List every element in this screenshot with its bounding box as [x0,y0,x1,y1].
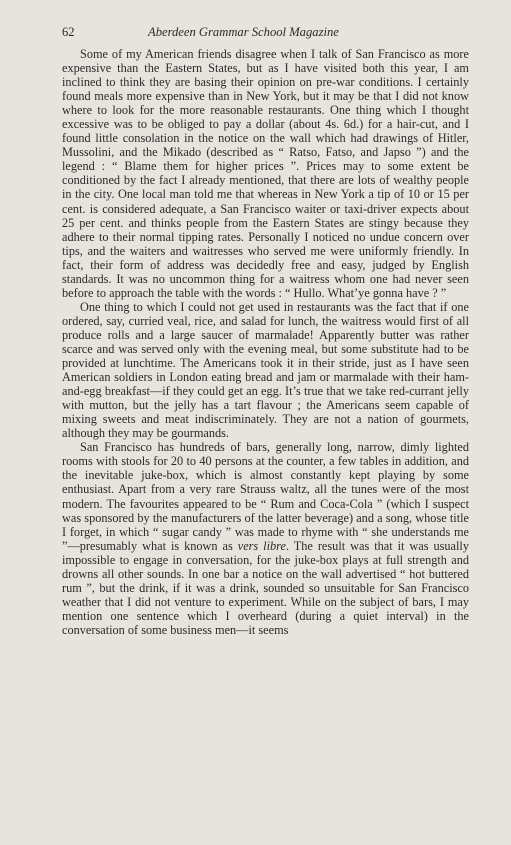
article-body [62,47,469,637]
running-title: Aberdeen Grammar School Magazine [148,25,339,39]
paragraph-restaurants: One thing to which I could not get used in restaurants was the fact that if one ordered, say, curried veal, rice, and salad for lunch, the waitress would first of all produce rolls and a large saucer of marmalade! Apparently butter was rather scarce and was served only with the evening meal, but some substitute had to be provided at lunchtime. The Americans took it in their stride, just as I have seen American soldiers in London eating bread and jam or marmalade with their ham-and-egg breakfast—if they could get an egg. It’s true that we take red-currant jelly with mutton, but the jelly has a tart flavour ; the Americans seem capable of mixing sweets and meat indiscriminately. They are not a nation of gourmets, although they may be gourmands. [62,299,469,441]
paragraph-bars-start: San Francisco has hundreds of bars, generally long, narrow, dimly lighted rooms with stools for 20 to 40 persons at the counter, a few tables in addition, and the inevitable juke-box, which is almost constantly kept playing by some enthusiast. Apart from a very rare Strauss waltz, all the tunes were of the most modern. The favourites appeared to be “ Rum and Coca-Cola ” (which I suspect was sponsored by the manufacturers of the latter beverage) and a song, whose title I forget, in which “ sugar candy ” was made to rhyme with “ she understands me ”—presumably what is known as [62,440,469,553]
page-header [62,24,469,40]
paragraph-bars-end: . The result was that it was usually impossible to engage in conversation, for the juke-box plays at full strength and drowns all other sounds. In one bar a notice on the wall advertised “ hot buttered rum ”, but the drink, if it was a drink, sounded so unsuitable for San Francisco weather that I did not venture to experiment. While on the subject of bars, I may mention one sentence which I overheard (during a quiet interval) in the conversation of some business men—it seems [62,538,469,637]
vers-libre-italic: vers libre [237,538,286,553]
page-number: 62 [62,25,75,39]
paragraph-bars [62,440,469,637]
paragraph-prices: Some of my American friends disagree when I talk of San Francisco as more expensive than the Eastern States, but as I have visited both this year, I am inclined to think they are basing their opinion on pre-war conditions. I certainly found meals more expensive than in New York, but it may be that I did not know where to look for the more reasonable restaurants. One thing which I thought excessive was to be obliged to pay a dollar (about 4s. 6d.) for a hair-cut, and I found little consolation in the notice on the wall which had drawings of Hitler, Mussolini, and the Mikado (described as “ Ratso, Fatso, and Japso ”) and the legend : “ Blame them for higher prices ”. Prices may to some extent be conditioned by the fact I already mentioned, that there are lots of wealthy people in the city. One local man told me that whereas in New York a tip of 10 or 15 per cent. is considered adequate, a San Francisco waiter or taxi-driver expects about 25 per cent. and thinks people from the Eastern States are stingy because they adhere to their normal tipping rates. Personally I noticed no undue concern over tips, and the waiters and waitresses who served me were uniformly friendly. In fact, their form of address was decidedly free and easy, judged by English standards. It was no uncommon thing for a waitress whom one had never seen before to approach the table with the words : “ Hullo. What’ye gonna have ? ” [62,47,469,300]
